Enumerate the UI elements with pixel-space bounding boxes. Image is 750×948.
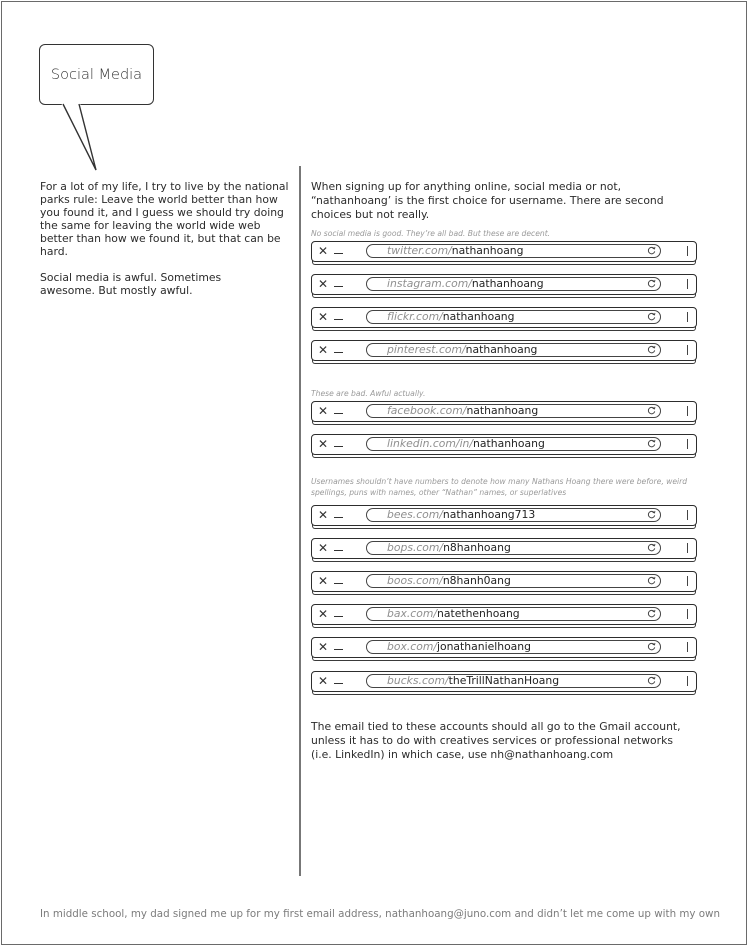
url-username: theTrillNathanHoang [448, 674, 560, 687]
url-domain: flickr.com/ [387, 310, 443, 323]
url-domain: facebook.com/ [387, 404, 467, 417]
url-username: n8hanhoang [443, 541, 511, 554]
reload-icon[interactable] [647, 279, 656, 288]
reload-icon[interactable] [647, 609, 656, 618]
scrollbar-tick [687, 676, 688, 686]
scrollbar-tick [687, 246, 688, 256]
url-domain: bucks.com/ [387, 674, 449, 687]
url-username: nathanhoang [451, 244, 524, 257]
url-field[interactable] [366, 508, 661, 522]
column-divider [299, 166, 301, 876]
url-domain: boos.com/ [387, 574, 443, 587]
section-title: Social Media [50, 66, 143, 83]
usernames-intro: When signing up for anything online, social media or not, “nathanhoang’ is the first choice for username. There are second choices but not really. [311, 180, 664, 221]
minimize-icon[interactable] [334, 446, 343, 447]
url-field[interactable] [366, 404, 661, 418]
minimize-icon[interactable] [334, 583, 343, 584]
scrollbar-tick [687, 576, 688, 586]
close-icon[interactable]: ✕ [318, 310, 329, 324]
url-username: jonathanielhoang [436, 640, 531, 653]
url-domain: twitter.com/ [387, 244, 452, 257]
close-icon[interactable]: ✕ [318, 404, 329, 418]
scrollbar-tick [687, 510, 688, 520]
browser-bar [311, 505, 697, 526]
minimize-icon[interactable] [334, 550, 343, 551]
close-icon[interactable]: ✕ [318, 674, 329, 688]
url-username: nathanhoang [442, 310, 515, 323]
footer-note: In middle school, my dad signed me up for my first email address, nathanhoang@juno.com and didn’t let me come up with my own [40, 908, 721, 920]
browser-bar [311, 637, 697, 658]
reload-icon[interactable] [647, 312, 656, 321]
url-username: nathanhoang [465, 343, 538, 356]
url-username: nathanhoang [471, 277, 544, 290]
scrollbar-tick [687, 312, 688, 322]
speech-bubble-tail-icon [60, 103, 100, 173]
page-border [1, 1, 747, 945]
reload-icon[interactable] [647, 642, 656, 651]
scrollbar-tick [687, 543, 688, 553]
minimize-icon[interactable] [334, 253, 343, 254]
url-username: nathanhoang713 [442, 508, 536, 521]
url-field[interactable] [366, 541, 661, 555]
intro-column [40, 180, 290, 310]
url-field[interactable] [366, 674, 661, 688]
close-icon[interactable]: ✕ [318, 508, 329, 522]
browser-bar [311, 538, 697, 559]
close-icon[interactable]: ✕ [318, 437, 329, 451]
usernames-column [311, 180, 701, 761]
url-username: nathanhoang [473, 437, 545, 450]
minimize-icon[interactable] [334, 352, 343, 353]
url-domain: bees.com/ [387, 508, 443, 521]
reload-icon[interactable] [647, 439, 656, 448]
close-icon[interactable]: ✕ [318, 640, 329, 654]
url-domain: pinterest.com/ [387, 343, 466, 356]
reload-icon[interactable] [647, 345, 656, 354]
url-field[interactable] [366, 277, 661, 291]
browser-bar [311, 340, 697, 361]
url-username: n8hanh0ang [442, 574, 511, 587]
reload-icon[interactable] [647, 543, 656, 552]
scrollbar-tick [687, 279, 688, 289]
scrollbar-tick [687, 642, 688, 652]
url-domain: bax.com/ [387, 607, 437, 620]
minimize-icon[interactable] [334, 517, 343, 518]
group-note: Usernames shouldn’t have numbers to denote how many Nathans Hoang there were before, weird spellings, puns with names, other “Nathan” names, or superlatives [311, 477, 688, 497]
reload-icon[interactable] [647, 676, 656, 685]
email-note: The email tied to these accounts should all go to the Gmail account, unless it has to do with creatives services or professional networks (i.e. LinkedIn) in which case, use nh@nathanhoang.com [311, 720, 681, 761]
minimize-icon[interactable] [334, 286, 343, 287]
scrollbar-tick [687, 406, 688, 416]
scrollbar-tick [687, 439, 688, 449]
close-icon[interactable]: ✕ [318, 574, 329, 588]
minimize-icon[interactable] [334, 413, 343, 414]
close-icon[interactable]: ✕ [318, 343, 329, 357]
reload-icon[interactable] [647, 246, 656, 255]
reload-icon[interactable] [647, 576, 656, 585]
close-icon[interactable]: ✕ [318, 541, 329, 555]
url-field[interactable] [366, 607, 661, 621]
reload-icon[interactable] [647, 510, 656, 519]
intro-paragraph: Social media is awful. Sometimes awesome. But mostly awful. [40, 271, 222, 297]
minimize-icon[interactable] [334, 616, 343, 617]
browser-bar [311, 241, 697, 262]
browser-bar [311, 401, 697, 422]
minimize-icon[interactable] [334, 319, 343, 320]
scrollbar-tick [687, 345, 688, 355]
url-field[interactable] [366, 310, 661, 324]
browser-bar [311, 307, 697, 328]
url-username: natethenhoang [437, 607, 520, 620]
url-field[interactable] [366, 437, 661, 451]
speech-bubble [39, 44, 154, 105]
group-note: These are bad. Awful actually. [311, 389, 426, 398]
reload-icon[interactable] [647, 406, 656, 415]
minimize-icon[interactable] [334, 683, 343, 684]
url-username: nathanhoang [466, 404, 539, 417]
browser-bar [311, 671, 697, 692]
url-field[interactable] [366, 574, 661, 588]
scrollbar-tick [687, 609, 688, 619]
browser-bar [311, 604, 697, 625]
url-field[interactable] [366, 343, 661, 357]
url-domain: bops.com/ [387, 541, 444, 554]
url-field[interactable] [366, 244, 661, 258]
url-field[interactable] [366, 640, 661, 654]
intro-paragraph: For a lot of my life, I try to live by the national parks rule: Leave the world better than how you found it, and I guess we should try doing the same for leaving the world wide web better than how we found it, but that can be hard. [40, 180, 289, 258]
url-domain: box.com/ [387, 640, 437, 653]
browser-bar [311, 571, 697, 592]
browser-bar [311, 274, 697, 295]
browser-bar [311, 434, 697, 455]
url-domain: instagram.com/ [387, 277, 472, 290]
close-icon[interactable]: ✕ [318, 607, 329, 621]
minimize-icon[interactable] [334, 649, 343, 650]
url-domain: linkedin.com/in/ [387, 437, 474, 450]
group-note: No social media is good. They’re all bad. But these are decent. [311, 229, 551, 238]
close-icon[interactable]: ✕ [318, 244, 329, 258]
close-icon[interactable]: ✕ [318, 277, 329, 291]
